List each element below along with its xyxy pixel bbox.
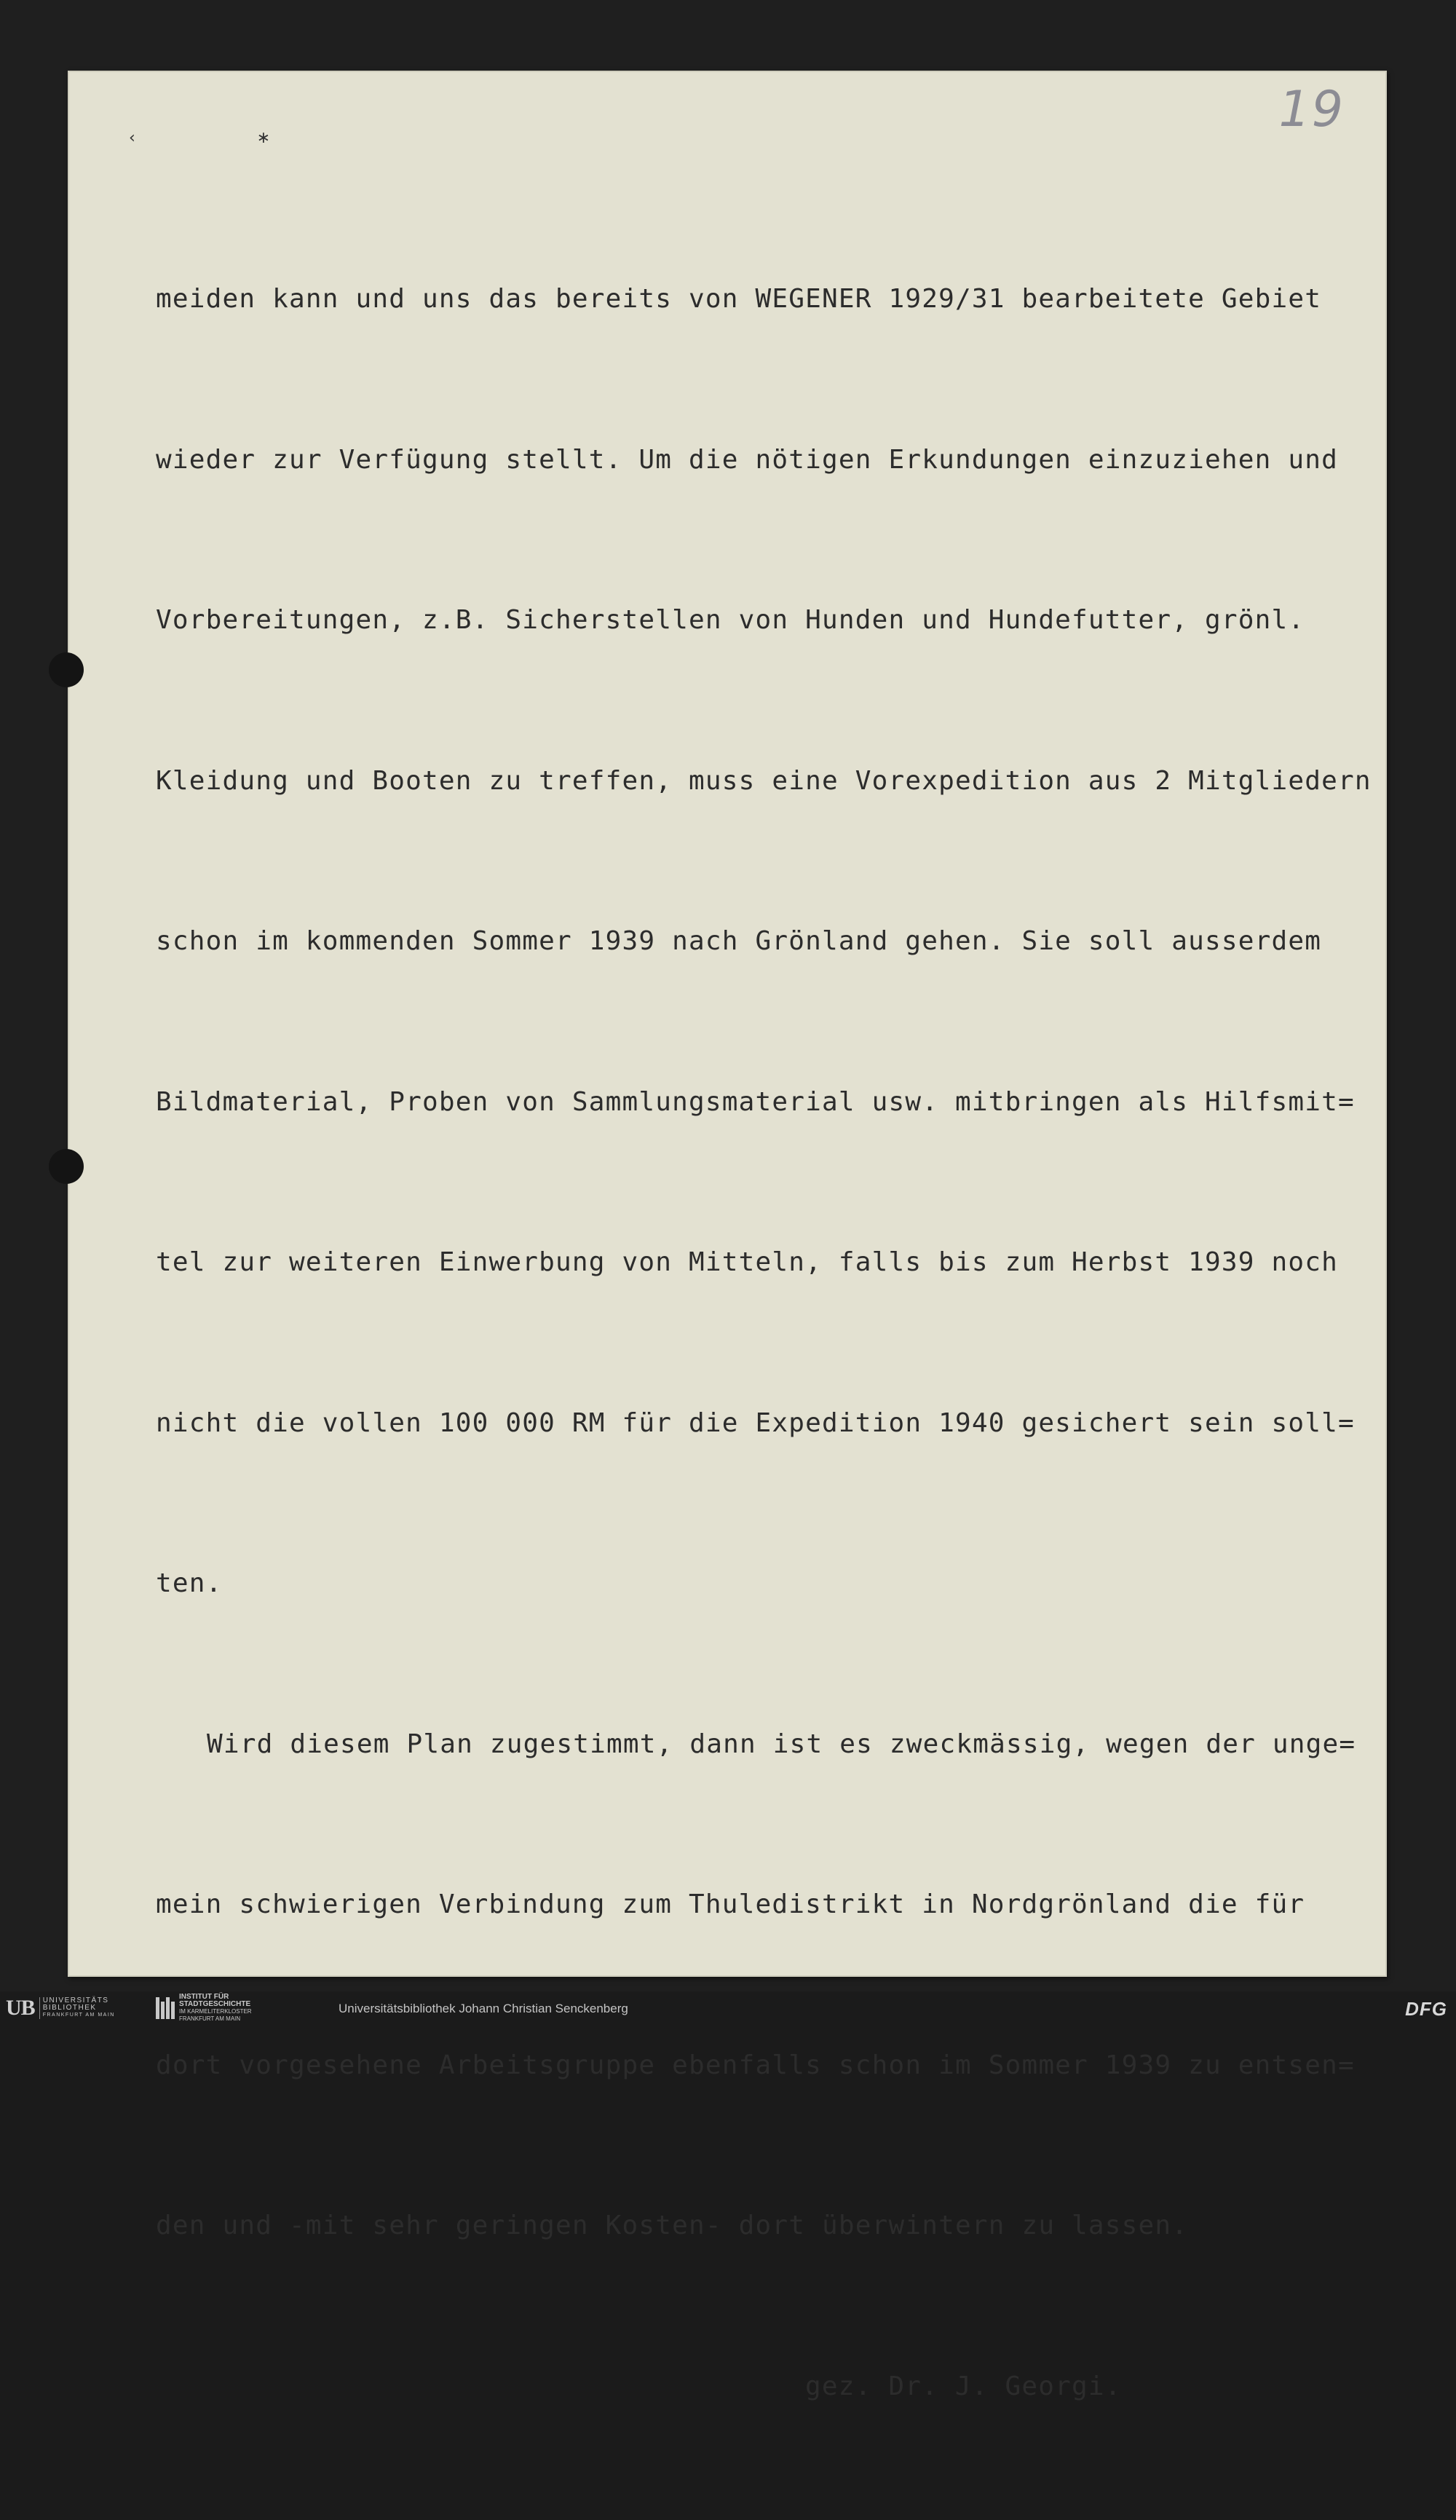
- text-line: tel zur weiteren Einwerbung von Mitteln, falls bis zum Herbst 1939 noch: [156, 1247, 1339, 1277]
- text-line: den und -mit sehr geringen Kosten- dort überwintern zu lassen.: [156, 2211, 1189, 2240]
- page-number: 19: [1278, 81, 1345, 138]
- top-marks: ‹ ∗: [129, 129, 329, 147]
- ub-text: [39, 1997, 115, 2019]
- building-icon: [156, 1997, 175, 2019]
- isg-logo: [156, 1993, 252, 2022]
- isg-line: IM KARMELITERKLOSTER: [179, 2008, 252, 2015]
- isg-line: INSTITUT FÜR: [179, 1993, 229, 2001]
- punch-hole: [49, 652, 84, 687]
- isg-line: STADTGESCHICHTE: [179, 2000, 251, 2008]
- text-line: ten.: [156, 1568, 223, 1598]
- letter-body: [156, 165, 1408, 2520]
- signature: gez. Dr. J. Georgi.: [805, 2371, 1122, 2401]
- ub-line: BIBLIOTHEK: [42, 2004, 97, 2012]
- footer-bar: [0, 1991, 1456, 2024]
- punch-hole: [49, 1149, 84, 1184]
- text-line: dort vorgesehene Arbeitsgruppe ebenfalls schon im Sommer 1939 zu entsen=: [156, 2050, 1355, 2080]
- isg-line: FRANKFURT AM MAIN: [179, 2015, 241, 2022]
- text-line: Bildmaterial, Proben von Sammlungsmaterial usw. mitbringen als Hilfsmit=: [156, 1086, 1355, 1117]
- text-line: Kleidung und Booten zu treffen, muss eine Vorexpedition aus 2 Mitgliedern: [156, 765, 1372, 796]
- text-line: Vorbereitungen, z.B. Sicherstellen von Hunden und Hundefutter, grönl.: [156, 605, 1305, 635]
- ub-line: FRANKFURT AM MAIN: [42, 2013, 115, 2018]
- dfg-logo: DFG: [1405, 1998, 1447, 2020]
- text-line: mein schwierigen Verbindung zum Thuledistrikt in Nordgrönland die für: [156, 1889, 1305, 1919]
- text-line: schon im kommenden Sommer 1939 nach Grönland gehen. Sie soll ausserdem: [156, 926, 1322, 956]
- ub-mark: UB: [6, 1996, 35, 2020]
- text-line: Wird diesem Plan zugestimmt, dann ist es zweckmässig, wegen der unge=: [207, 1729, 1356, 1759]
- text-line: meiden kann und uns das bereits von WEGENER 1929/31 bearbeitete Gebiet: [156, 284, 1322, 314]
- text-line: wieder zur Verfügung stellt. Um die nötigen Erkundungen einzuziehen und: [156, 444, 1339, 475]
- isg-text: [179, 1994, 252, 2023]
- ub-line: UNIVERSITÄTS: [42, 1996, 109, 2004]
- ub-logo: [6, 1997, 115, 2019]
- library-name: Universitätsbibliothek Johann Christian Senckenberg: [339, 2002, 628, 2015]
- text-line: nicht die vollen 100 000 RM für die Expedition 1940 gesichert sein soll=: [156, 1407, 1355, 1438]
